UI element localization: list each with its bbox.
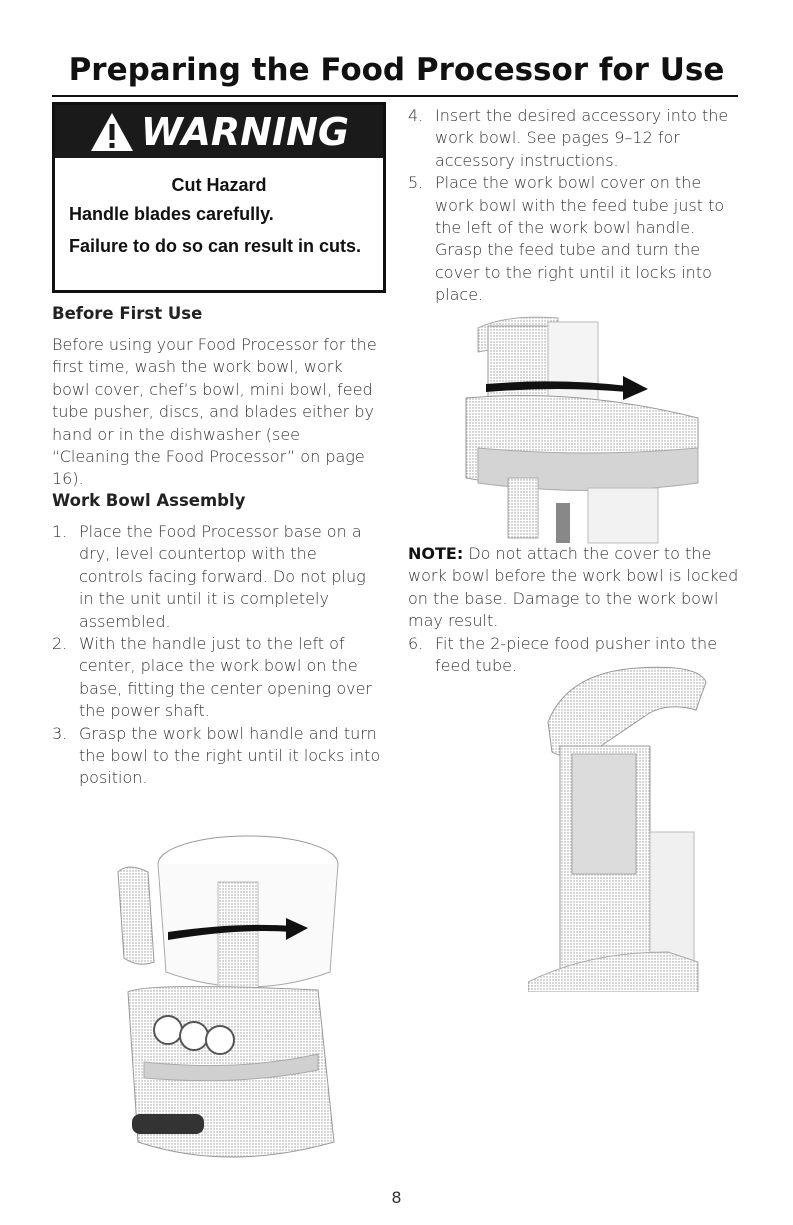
- list-item: [408, 105, 743, 172]
- step-text: Place the Food Processor base on a dry, level countertop with the controls facing forward. Do not plug in the unit until it is completely assembled.: [79, 522, 366, 631]
- step-number: 2.: [52, 634, 68, 654]
- step-text: Grasp the work bowl handle and turn the bowl to the right until it locks into position.: [79, 723, 381, 788]
- pusher-illustration: [528, 652, 728, 992]
- note-text: Do not attach the cover to the work bowl before the work bowl is locked on the base. Damage to the work bowl may result.: [408, 544, 739, 631]
- work-bowl-assembly-heading: Work Bowl Assembly: [52, 491, 246, 510]
- warning-box: [52, 102, 386, 293]
- hazard-line-2: Failure to do so can result in cuts.: [69, 236, 362, 256]
- step-text: Insert the desired accessory into the work bowl. See pages 9–12 for accessory instructions.: [435, 106, 729, 170]
- list-item: [52, 723, 382, 790]
- step-number: 4.: [408, 106, 424, 125]
- cover-steps: [408, 105, 743, 307]
- step-number: 5.: [408, 173, 424, 193]
- hazard-title: Cut Hazard: [171, 175, 267, 195]
- step-text: With the handle just to the left of center, place the work bowl on the base, fitting the center opening over the power shaft.: [79, 634, 372, 721]
- before-first-use-heading: Before First Use: [52, 304, 203, 323]
- work-bowl-illustration: [108, 822, 348, 1174]
- warning-triangle-icon: [89, 111, 135, 153]
- list-item: [52, 521, 382, 633]
- step-number: 3.: [52, 723, 68, 743]
- step-number: 1.: [52, 522, 68, 541]
- page-title: Preparing the Food Processor for Use: [68, 52, 725, 88]
- before-first-use-text: Before using your Food Processor for the first time, wash the work bowl, work bowl cover, chef’s bowl, mini bowl, feed tube pusher, discs, and blades either by hand or in the dishwasher (see “Cleaning the Food Processor” on page 16).: [52, 335, 377, 489]
- page-number: 8: [391, 1188, 402, 1207]
- step-text: Fit the 2-piece food pusher into the feed tube.: [435, 633, 718, 676]
- hazard-line-1: Handle blades carefully.: [69, 204, 274, 224]
- title-rule: [52, 95, 738, 97]
- list-item: [408, 172, 743, 306]
- step-text: Place the work bowl cover on the work bowl with the feed tube just to the left of the work bowl handle. Grasp the feed tube and turn the cover to the right until it locks into place.: [435, 173, 725, 305]
- warning-word: WARNING: [140, 109, 350, 154]
- warning-banner: [55, 105, 383, 158]
- note-label: NOTE:: [408, 544, 464, 563]
- list-item: [52, 633, 382, 723]
- cover-illustration: [448, 308, 718, 548]
- assembly-steps: [52, 521, 382, 790]
- step-number: 6.: [408, 633, 424, 653]
- logo-plate: [132, 1114, 204, 1134]
- note-paragraph: [408, 543, 753, 633]
